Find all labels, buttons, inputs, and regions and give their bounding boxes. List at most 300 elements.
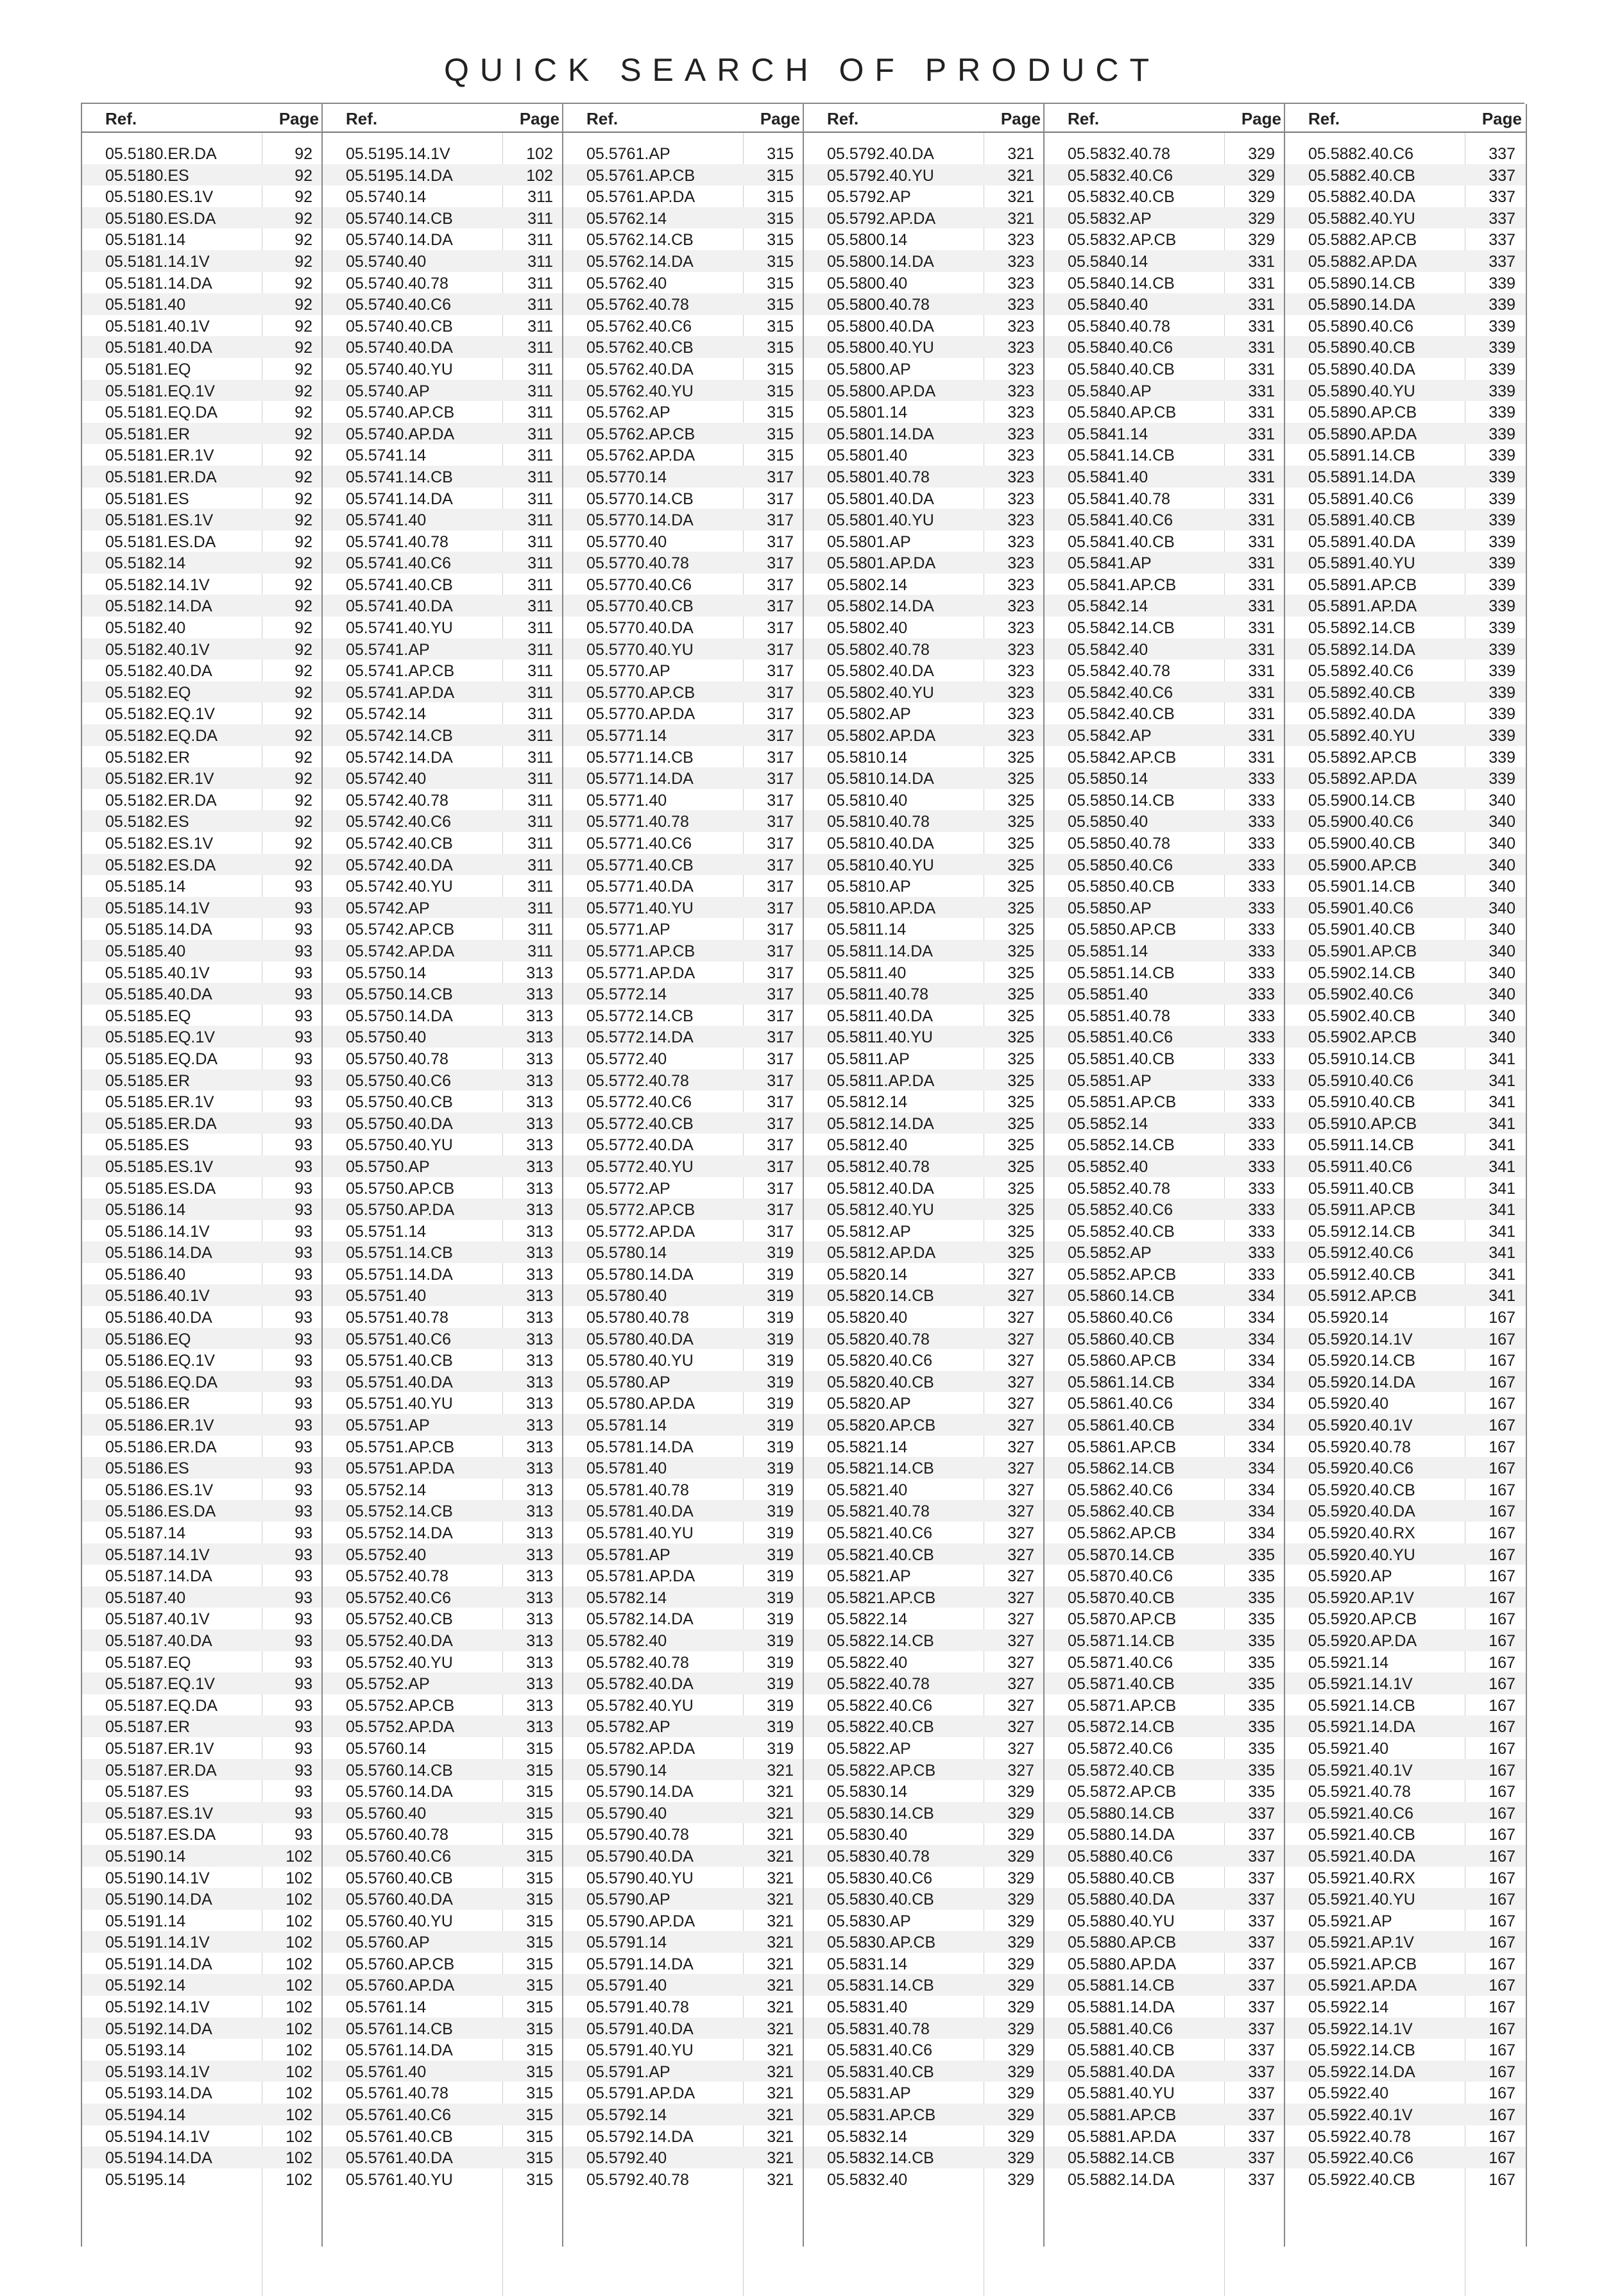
product-ref: 05.5186.40 — [105, 1265, 186, 1284]
product-ref: 05.5182.14 — [105, 554, 186, 573]
table-row — [804, 1694, 1045, 1716]
product-ref: 05.5810.AP — [827, 878, 911, 896]
product-ref: 05.5740.40.CB — [346, 317, 453, 336]
table-row — [82, 659, 323, 681]
product-ref: 05.5772.40.C6 — [586, 1093, 692, 1112]
page-number: 339 — [1489, 382, 1515, 400]
page-number: 319 — [767, 1545, 794, 1564]
page-number: 102 — [286, 1998, 312, 2017]
product-ref: 05.5842.40.78 — [1068, 662, 1170, 681]
product-ref: 05.5892.AP.DA — [1308, 770, 1417, 788]
page-number: 333 — [1248, 878, 1275, 896]
product-ref: 05.5182.ER.DA — [105, 791, 217, 810]
page-number: 313 — [526, 1438, 553, 1456]
table-row — [82, 1371, 323, 1393]
product-ref: 05.5186.ER.DA — [105, 1438, 217, 1456]
table-row — [804, 574, 1045, 595]
page-number: 315 — [526, 1804, 553, 1823]
product-ref: 05.5802.AP — [827, 705, 911, 724]
page-number: 334 — [1248, 1373, 1275, 1391]
page-number: 92 — [294, 662, 312, 681]
product-ref: 05.5770.AP.DA — [586, 705, 695, 724]
table-row — [804, 1953, 1045, 1975]
table-row — [804, 1414, 1045, 1436]
product-ref: 05.5751.40.C6 — [346, 1330, 452, 1348]
table-row — [804, 1931, 1045, 1953]
product-ref: 05.5771.14 — [586, 727, 667, 745]
product-ref: 05.5851.14.CB — [1068, 964, 1175, 982]
product-ref: 05.5821.14.CB — [827, 1459, 934, 1478]
table-row — [1045, 164, 1285, 186]
table-row — [1045, 1392, 1285, 1414]
table-row — [1285, 724, 1526, 746]
table-row — [323, 1759, 563, 1781]
table-row — [82, 1328, 323, 1350]
table-row — [563, 1867, 804, 1889]
table-row — [82, 1134, 323, 1155]
product-ref: 05.5780.40.78 — [586, 1309, 689, 1327]
table-row — [563, 2018, 804, 2039]
product-ref: 05.5861.40.C6 — [1068, 1395, 1173, 1413]
table-row — [82, 2061, 323, 2082]
index-column-6 — [1284, 104, 1527, 2247]
product-ref: 05.5902.AP.CB — [1308, 1028, 1417, 1047]
table-row — [323, 1328, 563, 1350]
page-number: 339 — [1489, 727, 1515, 745]
product-ref: 05.5186.ES — [105, 1459, 189, 1478]
table-row — [82, 1177, 323, 1199]
table-row — [323, 1306, 563, 1328]
product-ref: 05.5831.40 — [827, 1998, 908, 2017]
product-ref: 05.5922.14.CB — [1308, 2041, 1415, 2060]
page-number: 339 — [1489, 425, 1515, 443]
ref-header: Ref. — [105, 109, 137, 128]
page-number: 321 — [767, 2127, 794, 2146]
table-row — [563, 1306, 804, 1328]
table-row — [82, 1263, 323, 1285]
table-row — [1285, 315, 1526, 337]
page-number: 315 — [526, 2106, 553, 2125]
page-number: 92 — [294, 856, 312, 874]
product-ref: 05.5822.40.78 — [827, 1675, 930, 1694]
table-row — [82, 250, 323, 272]
page-number: 311 — [527, 209, 553, 228]
table-row — [1285, 1823, 1526, 1845]
page-number: 325 — [1007, 985, 1034, 1004]
product-ref: 05.5190.14.DA — [105, 1891, 212, 1909]
product-ref: 05.5822.14.CB — [827, 1631, 934, 1650]
product-ref: 05.5186.14.DA — [105, 1244, 212, 1263]
product-ref: 05.5920.14.CB — [1308, 1352, 1415, 1370]
page-number: 167 — [1489, 2041, 1515, 2060]
product-ref: 05.5852.AP — [1068, 1244, 1152, 1263]
page-number: 315 — [526, 2170, 553, 2189]
table-row — [1285, 272, 1526, 294]
table-row — [804, 250, 1045, 272]
product-ref: 05.5187.EQ.DA — [105, 1696, 218, 1715]
table-row — [1045, 1823, 1285, 1845]
product-ref: 05.5193.14.1V — [105, 2062, 210, 2081]
page-number: 319 — [767, 1696, 794, 1715]
page-number: 317 — [767, 985, 794, 1004]
table-row — [1285, 336, 1526, 358]
product-ref: 05.5791.40.78 — [586, 1998, 689, 2017]
page-number: 323 — [1007, 575, 1034, 594]
product-ref: 05.5193.14.DA — [105, 2084, 212, 2103]
page-number: 311 — [527, 683, 553, 702]
table-row — [323, 336, 563, 358]
table-row — [82, 293, 323, 315]
table-row — [563, 2125, 804, 2147]
product-ref: 05.5761.AP.DA — [586, 188, 695, 207]
page-number: 102 — [286, 1934, 312, 1952]
product-ref: 05.5771.14.DA — [586, 770, 694, 788]
product-ref: 05.5810.40.DA — [827, 835, 934, 853]
page-number: 102 — [286, 2170, 312, 2189]
table-row — [1285, 1759, 1526, 1781]
table-row — [563, 272, 804, 294]
product-ref: 05.5742.40.DA — [346, 856, 453, 874]
product-ref: 05.5791.40 — [586, 1977, 667, 1995]
product-ref: 05.5901.40.C6 — [1308, 899, 1414, 917]
page-number: 317 — [767, 899, 794, 917]
page-number: 315 — [526, 2062, 553, 2081]
table-row — [1045, 1845, 1285, 1867]
page-number: 92 — [294, 640, 312, 659]
product-ref: 05.5830.14 — [827, 1783, 908, 1801]
product-ref: 05.5782.AP — [586, 1718, 670, 1737]
product-ref: 05.5182.14.DA — [105, 597, 212, 616]
table-row — [804, 509, 1045, 531]
product-ref: 05.5812.AP — [827, 1222, 911, 1241]
page-header: Page — [519, 109, 559, 128]
product-ref: 05.5920.40.RX — [1308, 1524, 1415, 1542]
page-number: 335 — [1248, 1653, 1275, 1672]
table-row — [1045, 1629, 1285, 1651]
table-row — [804, 1802, 1045, 1824]
product-ref: 05.5742.40.C6 — [346, 813, 452, 831]
table-row — [82, 854, 323, 876]
product-ref: 05.5841.AP — [1068, 554, 1152, 573]
page-number: 333 — [1248, 964, 1275, 982]
product-ref: 05.5821.AP.CB — [827, 1588, 936, 1607]
page-header: Page — [1241, 109, 1281, 128]
product-ref: 05.5800.14.DA — [827, 252, 934, 271]
table-row — [1285, 1048, 1526, 1069]
product-ref: 05.5871.14.CB — [1068, 1631, 1175, 1650]
product-ref: 05.5182.EQ.DA — [105, 727, 218, 745]
table-row — [804, 2125, 1045, 2147]
table-row — [323, 1953, 563, 1975]
table-row — [1045, 1177, 1285, 1199]
table-row — [1045, 272, 1285, 294]
table-row — [323, 1823, 563, 1845]
page-number: 321 — [767, 1869, 794, 1887]
product-ref: 05.5792.40.DA — [827, 145, 934, 163]
page-number: 319 — [767, 1502, 794, 1521]
table-row — [804, 1349, 1045, 1371]
page-number: 317 — [767, 791, 794, 810]
table-row — [804, 185, 1045, 207]
table-row — [804, 401, 1045, 423]
product-ref: 05.5842.14 — [1068, 597, 1148, 616]
page-number: 313 — [526, 1545, 553, 1564]
page-number: 93 — [294, 1826, 312, 1844]
product-ref: 05.5920.40.CB — [1308, 1481, 1415, 1499]
product-ref: 05.5911.40.CB — [1308, 1179, 1414, 1198]
product-ref: 05.5811.40.YU — [827, 1028, 933, 1047]
product-ref: 05.5791.40.YU — [586, 2041, 694, 2060]
page-number: 323 — [1007, 425, 1034, 443]
product-ref: 05.5182.40.1V — [105, 640, 210, 659]
product-ref: 05.5791.14 — [586, 1934, 667, 1952]
product-ref: 05.5872.AP.CB — [1068, 1783, 1177, 1801]
product-ref: 05.5811.14 — [827, 921, 907, 939]
page-number: 339 — [1489, 296, 1515, 314]
product-ref: 05.5186.ER — [105, 1395, 191, 1413]
table-row — [1045, 897, 1285, 919]
table-row — [1045, 531, 1285, 552]
page-number: 331 — [1248, 446, 1275, 465]
table-row — [563, 638, 804, 660]
page-number: 311 — [527, 404, 553, 422]
product-ref: 05.5762.40.C6 — [586, 317, 692, 336]
page-number: 329 — [1007, 2041, 1034, 2060]
product-ref: 05.5870.14.CB — [1068, 1545, 1175, 1564]
table-row — [1045, 702, 1285, 724]
page-number: 339 — [1489, 468, 1515, 486]
page-number: 167 — [1489, 1502, 1515, 1521]
table-row — [804, 767, 1045, 789]
page-number: 323 — [1007, 640, 1034, 659]
table-row — [804, 2018, 1045, 2039]
table-row — [563, 724, 804, 746]
page-number: 315 — [767, 209, 794, 228]
table-row — [1045, 681, 1285, 703]
page-number: 340 — [1489, 921, 1515, 939]
product-ref: 05.5882.40.C6 — [1308, 145, 1414, 163]
product-ref: 05.5741.14.CB — [346, 468, 453, 486]
table-row — [82, 1500, 323, 1522]
table-row — [563, 1091, 804, 1112]
product-ref: 05.5190.14 — [105, 1847, 186, 1866]
table-row — [563, 531, 804, 552]
page-number: 102 — [286, 1847, 312, 1866]
table-row — [804, 1155, 1045, 1177]
table-row — [563, 1931, 804, 1953]
product-ref: 05.5922.40.78 — [1308, 2127, 1411, 2146]
table-row — [82, 1522, 323, 1543]
table-row — [1045, 746, 1285, 768]
index-column-4 — [803, 104, 1045, 2247]
table-row — [1045, 1328, 1285, 1350]
page-number: 331 — [1248, 382, 1275, 400]
product-ref: 05.5195.14.DA — [346, 166, 453, 185]
product-ref: 05.5186.ER.1V — [105, 1416, 214, 1435]
product-ref: 05.5770.14.CB — [586, 489, 694, 508]
page-number: 334 — [1248, 1287, 1275, 1305]
product-ref: 05.5810.AP.DA — [827, 899, 936, 917]
table-row — [563, 1414, 804, 1436]
product-ref: 05.5791.AP — [586, 2062, 670, 2081]
page-number: 313 — [526, 964, 553, 982]
table-row — [1045, 1241, 1285, 1263]
page-number: 317 — [767, 468, 794, 486]
page-number: 329 — [1248, 231, 1275, 250]
page-number: 93 — [294, 1222, 312, 1241]
page-number: 325 — [1007, 1179, 1034, 1198]
page-number: 340 — [1489, 856, 1515, 874]
table-row — [1285, 1737, 1526, 1759]
page-number: 337 — [1489, 231, 1515, 250]
product-ref: 05.5771.AP — [586, 921, 670, 939]
table-row — [563, 1629, 804, 1651]
page-number: 92 — [294, 252, 312, 271]
page-number: 167 — [1489, 2084, 1515, 2103]
product-ref: 05.5842.14.CB — [1068, 619, 1175, 638]
page-number: 331 — [1248, 296, 1275, 314]
table-row — [1045, 2018, 1285, 2039]
page-number: 93 — [294, 1696, 312, 1715]
product-ref: 05.5181.EQ — [105, 360, 191, 378]
table-row — [1285, 1543, 1526, 1565]
page-number: 93 — [294, 1114, 312, 1133]
page-number: 339 — [1489, 317, 1515, 336]
product-ref: 05.5761.40 — [346, 2062, 427, 2081]
table-row — [1285, 1306, 1526, 1328]
page-number: 329 — [1007, 1977, 1034, 1995]
product-ref: 05.5790.AP.DA — [586, 1912, 695, 1930]
page-number: 329 — [1007, 2020, 1034, 2038]
table-row — [563, 2039, 804, 2061]
page-number: 167 — [1489, 2020, 1515, 2038]
table-row — [804, 1759, 1045, 1781]
product-ref: 05.5750.40.YU — [346, 1136, 453, 1155]
product-ref: 05.5185.14.DA — [105, 921, 212, 939]
table-row — [323, 724, 563, 746]
table-row — [1045, 1306, 1285, 1328]
page-number: 321 — [1007, 145, 1034, 163]
product-ref: 05.5801.40.78 — [827, 468, 930, 486]
product-ref: 05.5851.40 — [1068, 985, 1148, 1004]
page-number: 311 — [527, 339, 553, 357]
table-row — [1285, 681, 1526, 703]
table-row — [804, 1284, 1045, 1306]
product-ref: 05.5840.AP.CB — [1068, 404, 1177, 422]
product-ref: 05.5760.AP.CB — [346, 1955, 455, 1973]
page-number: 337 — [1248, 1955, 1275, 1973]
product-ref: 05.5770.40.DA — [586, 619, 694, 638]
page-number: 93 — [294, 985, 312, 1004]
page-number: 92 — [294, 619, 312, 638]
product-ref: 05.5181.ER.1V — [105, 446, 214, 465]
page-number: 327 — [1007, 1761, 1034, 1780]
page-number: 313 — [526, 985, 553, 1004]
page-number: 167 — [1489, 1438, 1515, 1456]
table-row — [1285, 1845, 1526, 1867]
page-number: 167 — [1489, 2149, 1515, 2168]
page-number: 102 — [526, 166, 553, 185]
table-row — [1045, 293, 1285, 315]
page-number: 337 — [1248, 1891, 1275, 1909]
product-ref: 05.5181.40.1V — [105, 317, 210, 336]
product-ref: 05.5922.40.CB — [1308, 2170, 1415, 2189]
page-number: 313 — [526, 1352, 553, 1370]
table-row — [1285, 617, 1526, 638]
table-row — [563, 659, 804, 681]
table-row — [323, 1177, 563, 1199]
page-number: 311 — [527, 899, 553, 917]
page-number: 331 — [1248, 468, 1275, 486]
page-number: 313 — [526, 1114, 553, 1133]
product-ref: 05.5830.40.C6 — [827, 1869, 933, 1887]
product-ref: 05.5180.ER.DA — [105, 145, 217, 163]
table-row — [323, 250, 563, 272]
table-row — [1285, 659, 1526, 681]
page-number: 325 — [1007, 1157, 1034, 1176]
table-row — [804, 1845, 1045, 1867]
page-number: 92 — [294, 339, 312, 357]
table-row — [1285, 1284, 1526, 1306]
table-row — [563, 983, 804, 1005]
table-row — [563, 380, 804, 402]
page-number: 311 — [527, 640, 553, 659]
page-number: 167 — [1489, 1955, 1515, 1973]
product-ref: 05.5842.AP.CB — [1068, 748, 1177, 767]
table-row — [1285, 2039, 1526, 2061]
page-number: 327 — [1007, 1610, 1034, 1629]
page-number: 329 — [1007, 1847, 1034, 1866]
page-number: 341 — [1489, 1244, 1515, 1263]
page-number: 315 — [767, 252, 794, 271]
product-ref: 05.5822.AP — [827, 1739, 911, 1758]
table-row — [323, 466, 563, 488]
product-ref: 05.5770.40.CB — [586, 597, 694, 616]
table-row — [563, 250, 804, 272]
page-number: 333 — [1248, 1201, 1275, 1220]
page-number: 341 — [1489, 1093, 1515, 1112]
table-row — [1045, 1155, 1285, 1177]
product-ref: 05.5782.40.YU — [586, 1696, 694, 1715]
page-number: 335 — [1248, 1631, 1275, 1650]
product-ref: 05.5872.40.C6 — [1068, 1739, 1173, 1758]
table-row — [563, 1651, 804, 1673]
table-row — [1045, 1220, 1285, 1242]
product-ref: 05.5832.40 — [827, 2170, 908, 2189]
table-row — [323, 1996, 563, 2018]
product-ref: 05.5752.40.DA — [346, 1631, 453, 1650]
page-number: 321 — [767, 1955, 794, 1973]
product-ref: 05.5792.40 — [586, 2149, 667, 2168]
page-number: 331 — [1248, 619, 1275, 638]
page-number: 313 — [526, 1028, 553, 1047]
table-row — [1285, 1177, 1526, 1199]
table-row — [1285, 638, 1526, 660]
product-ref: 05.5740.AP.DA — [346, 425, 455, 443]
page-number: 331 — [1248, 339, 1275, 357]
table-row — [563, 595, 804, 617]
product-ref: 05.5187.ES — [105, 1783, 189, 1801]
table-row — [804, 1091, 1045, 1112]
table-row — [1285, 940, 1526, 962]
table-row — [563, 1069, 804, 1091]
product-ref: 05.5920.40.YU — [1308, 1545, 1415, 1564]
table-row — [804, 1867, 1045, 1889]
table-row — [804, 2082, 1045, 2104]
product-ref: 05.5812.14 — [827, 1093, 908, 1112]
table-row — [563, 789, 804, 811]
page-number: 327 — [1007, 1352, 1034, 1370]
